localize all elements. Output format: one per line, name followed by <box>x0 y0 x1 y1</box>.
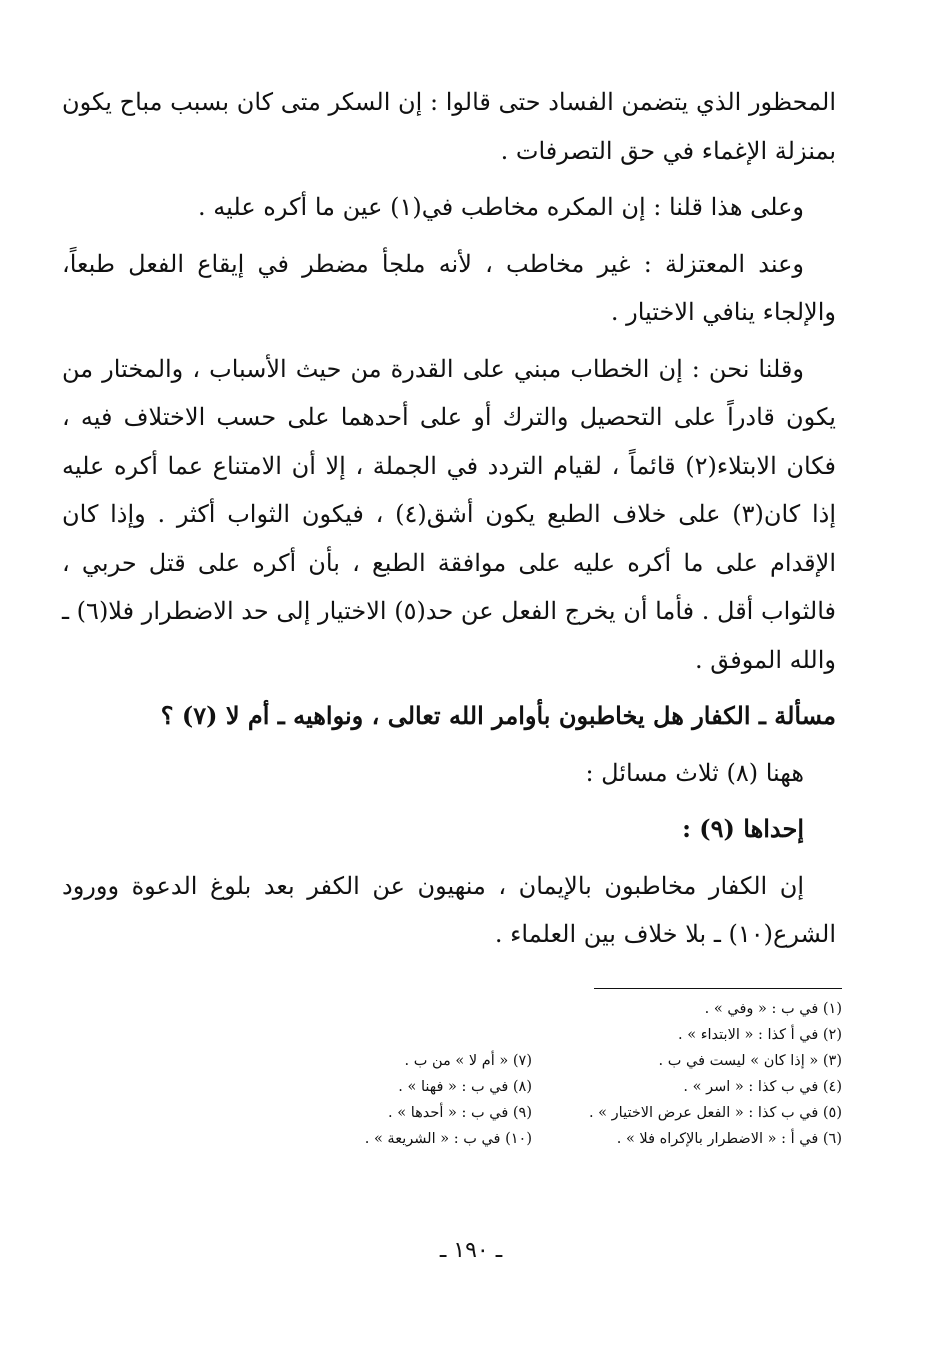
page-number: ـ ١٩٠ ـ <box>439 1238 503 1263</box>
footnotes-column-right <box>572 996 842 1152</box>
footnote-10: (١٠) في ب : « الشريعة » . <box>364 1131 532 1147</box>
footnote-6: (٦) في أ : « الاضطرار بالإكراه فلا » . <box>616 1131 842 1147</box>
footnote-5: (٥) في ب كذا : « الفعل عرض الاختيار » . <box>588 1105 842 1121</box>
footnote-4: (٤) في ب كذا : « اسر » . <box>683 1079 842 1095</box>
main-text <box>62 78 836 967</box>
footnote-8: (٨) في ب : « فهنا » . <box>398 1079 532 1095</box>
footnote-7: (٧) « أم لا » من ب . <box>404 1053 532 1069</box>
footnotes-column-left <box>262 996 532 1152</box>
footnote-3: (٣) « إذا كان » ليست في ب . <box>658 1053 842 1069</box>
footnote-1: (١) في ب : « وفي » . <box>704 1001 842 1017</box>
footnotes <box>262 996 842 1152</box>
paragraph-mukrah: وعلى هذا قلنا : إن المكره مخاطب في(١) عين ما أكره عليه . <box>198 193 804 221</box>
section-heading: مسألة ـ الكفار هل يخاطبون بأوامر الله تعالى ، ونواهيه ـ أم لا (٧) ؟ <box>160 701 836 730</box>
subheading-first: إحداها (٩) : <box>682 814 804 843</box>
paragraph-kuffar: إن الكفار مخاطبون بالإيمان ، منهيون عن الكفر بعد بلوغ الدعوة وورود الشرع(١٠) ـ بلا خلاف بين العلماء . <box>62 871 836 948</box>
footnote-9: (٩) في ب : « أحدها » . <box>388 1105 532 1121</box>
footnote-2: (٢) في أ كذا : « الابتداء » . <box>678 1027 842 1043</box>
paragraph-continuation: المحظور الذي يتضمن الفساد حتى قالوا : إن السكر متى كان بسبب مباح يكون بمنزلة الإغماء في حق التصرفات . <box>62 88 836 165</box>
paragraph-mutazila: وعند المعتزلة : غير مخاطب ، لأنه ملجأ مضطر في إيقاع الفعل طبعاً، والإلجاء ينافي الاختيار . <box>62 249 836 326</box>
footnote-divider <box>594 988 842 989</box>
paragraph-three-issues: ههنا (٨) ثلاث مسائل : <box>585 758 804 787</box>
paragraph-khitab: وقلنا نحن : إن الخطاب مبني على القدرة من حيث الأسباب ، والمختار من يكون قادراً على التحصيل والترك أو على أحدهما على حسب الاختلاف فيه ، فكان الابتلاء(٢) قائماً ، لقيام التردد في الجملة ، إلا أن الامتناع عما أكره عليه إذا كان(٣) على خلاف الطبع يكون أشق(٤) ، فيكون الثواب أكثر . وإذا كان الإقدام على ما أكره عليه على موافقة الطبع ، بأن أكره على قتل حربي ، فالثواب أقل . فأما أن يخرج الفعل عن حد(٥) الاختيار إلى حد الاضطرار فلا(٦) ـ والله الموفق . <box>62 354 837 674</box>
